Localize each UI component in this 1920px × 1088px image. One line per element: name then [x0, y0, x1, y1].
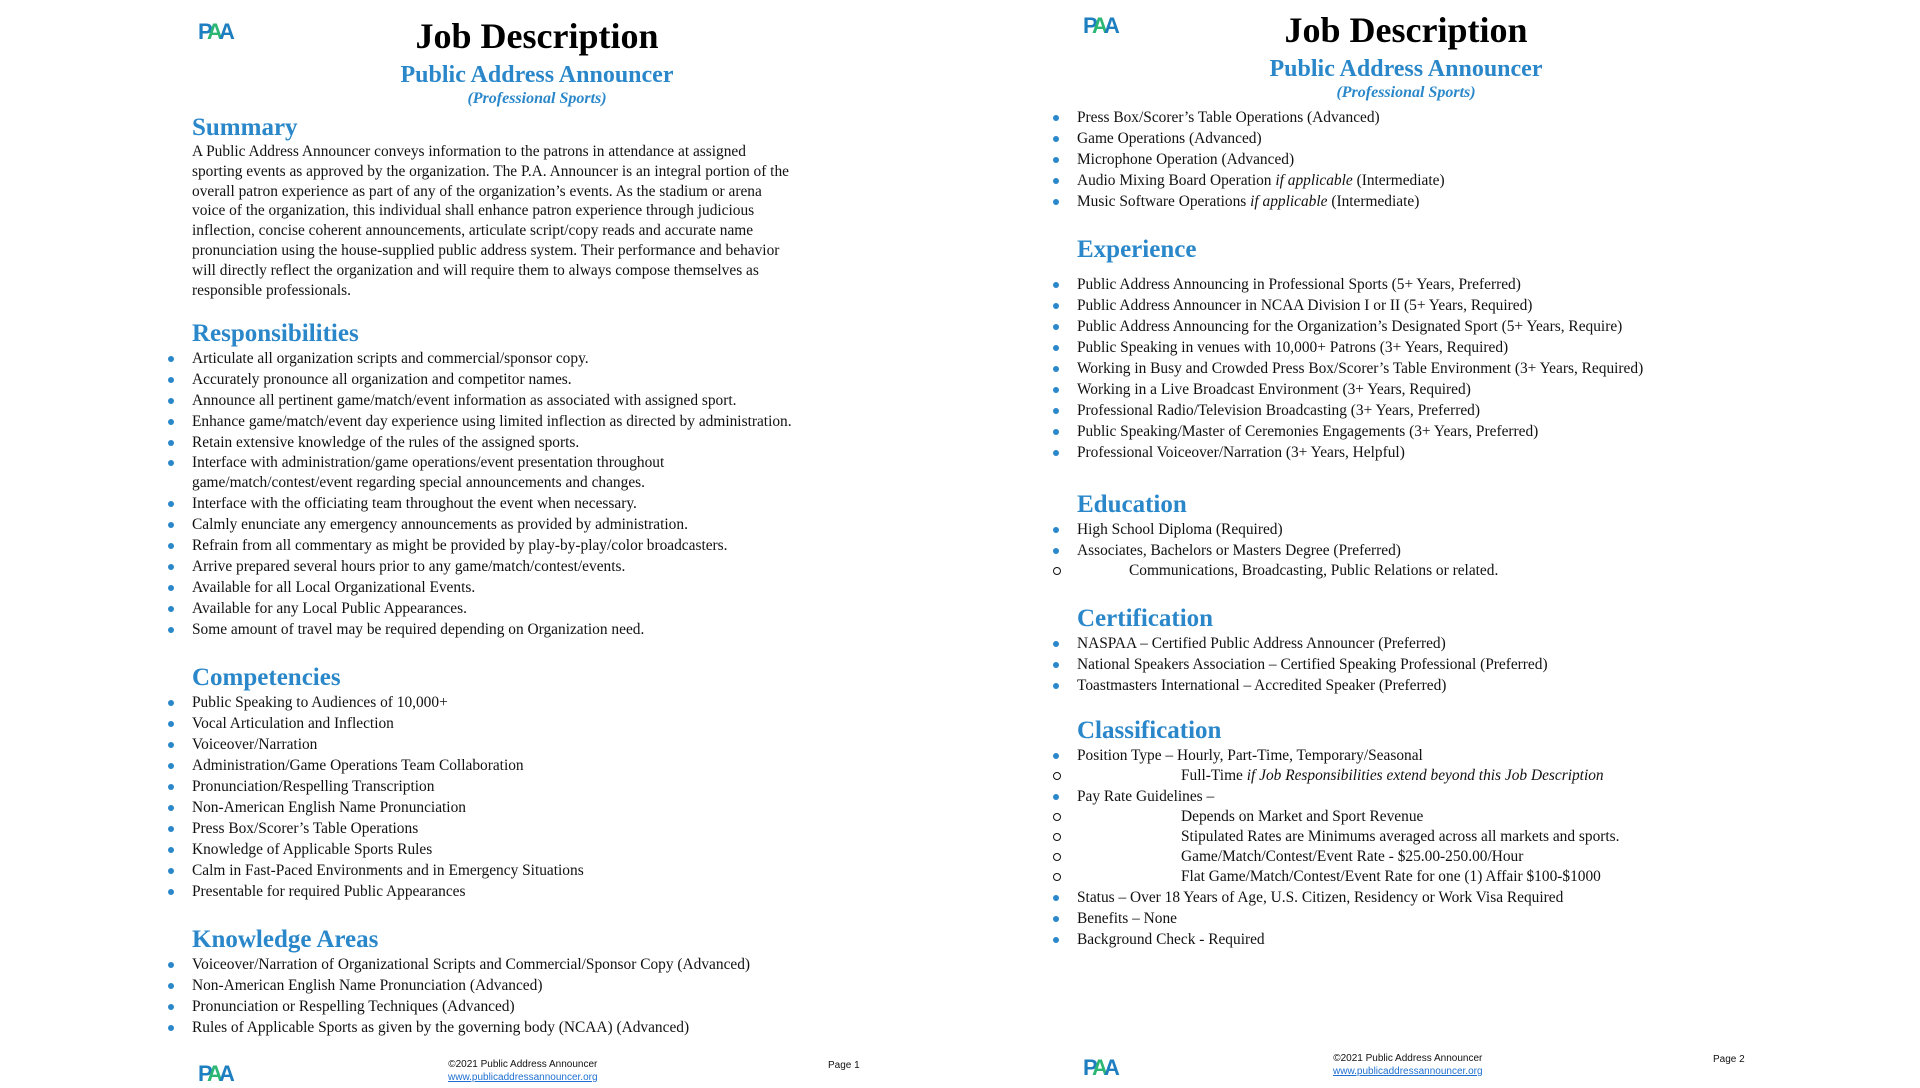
section-heading-knowledge: Knowledge Areas — [192, 926, 379, 953]
pa-logo: PAA — [1083, 13, 1116, 38]
list-item: Non-American English Name Pronunciation — [192, 797, 882, 818]
doc-title: Job Description — [415, 16, 659, 56]
list-item: Available for all Local Organizational Events. — [192, 577, 882, 598]
list-item: Position Type – Hourly, Part-Time, Temporary/Seasonal — [1077, 745, 1797, 766]
list-item: Non-American English Name Pronunciation (Advanced) — [192, 975, 882, 996]
summary-paragraph — [192, 142, 882, 300]
section-heading-certification: Certification — [1077, 605, 1214, 632]
section-heading-summary: Summary — [192, 114, 298, 141]
pay-rate-sub-list — [1077, 807, 1797, 887]
page-number: Page 1 — [828, 1060, 860, 1071]
summary-line: will directly reflect the organization and will require them to always compose themselves as — [192, 261, 759, 279]
copyright-text: ©2021 Public Address Announcer — [448, 1059, 598, 1070]
list-item — [192, 453, 882, 493]
list-item: Pronunciation or Respelling Techniques (Advanced) — [192, 996, 882, 1017]
certification-section — [1077, 605, 1797, 696]
list-item: Arrive prepared several hours prior to any game/match/contest/events. — [192, 556, 882, 577]
pa-logo-footer: PAA — [1083, 1055, 1116, 1080]
list-item: Working in a Live Broadcast Environment (3+ Years, Required) — [1077, 379, 1797, 400]
section-heading-classification: Classification — [1077, 717, 1222, 744]
list-item: Articulate all organization scripts and commercial/sponsor copy. — [192, 348, 882, 369]
classification-section — [1077, 717, 1797, 950]
education-section — [1077, 491, 1797, 581]
sub-list-item: Depends on Market and Sport Revenue — [1077, 807, 1797, 827]
position-type-sub-list — [1077, 766, 1797, 786]
list-item: National Speakers Association – Certified Speaking Professional (Preferred) — [1077, 654, 1797, 675]
sub-list-item: Communications, Broadcasting, Public Relations or related. — [1077, 561, 1797, 581]
classification-list — [1077, 745, 1797, 766]
list-item: Knowledge of Applicable Sports Rules — [192, 839, 882, 860]
list-item: Enhance game/match/event day experience using limited inflection as directed by administration. — [192, 411, 882, 432]
item-text: Music Software Operations — [1077, 193, 1251, 210]
list-item: Calmly enunciate any emergency announcements as provided by administration. — [192, 514, 882, 535]
list-item: Administration/Game Operations Team Collaboration — [192, 755, 882, 776]
list-item: Public Speaking in venues with 10,000+ Patrons (3+ Years, Required) — [1077, 337, 1797, 358]
list-item: Accurately pronounce all organization and competitor names. — [192, 369, 882, 390]
page-2 — [960, 0, 1920, 1080]
item-text: Audio Mixing Board Operation — [1077, 172, 1276, 189]
summary-line: overall patron experience as part of any of the organization’s events. As the stadium or arena — [192, 182, 762, 200]
responsibilities-list — [192, 348, 882, 640]
summary-line: responsible professionals. — [192, 281, 352, 299]
page-1-header — [192, 17, 882, 109]
pay-rate-list — [1077, 786, 1797, 807]
knowledge-section — [192, 926, 882, 1038]
list-item: Refrain from all commentary as might be provided by play-by-play/color broadcasters. — [192, 535, 882, 556]
list-item: Interface with the officiating team throughout the event when necessary. — [192, 493, 882, 514]
list-item: High School Diploma (Required) — [1077, 519, 1797, 540]
list-item: Microphone Operation (Advanced) — [1077, 149, 1797, 170]
summary-section — [192, 114, 882, 300]
summary-line: sporting events as approved by the organization. The P.A. Announcer is an integral portion of the — [192, 162, 789, 180]
sub-list-item — [1077, 766, 1797, 786]
list-item: Professional Voiceover/Narration (3+ Years, Helpful) — [1077, 442, 1797, 463]
page-1 — [0, 0, 960, 1086]
list-item: Calm in Fast-Paced Environments and in Emergency Situations — [192, 860, 882, 881]
list-item: Public Address Announcing for the Organization’s Designated Sport (5+ Years, Require) — [1077, 316, 1797, 337]
summary-line: voice of the organization, this individual shall enhance patron experience through judicious — [192, 202, 755, 220]
list-item: Vocal Articulation and Inflection — [192, 713, 882, 734]
page-2-header — [1077, 11, 1735, 103]
list-item: Announce all pertinent game/match/event information as associated with assigned sport. — [192, 390, 882, 411]
page-1-footer — [448, 1058, 598, 1084]
list-item: Background Check - Required — [1077, 929, 1797, 950]
experience-list — [1077, 274, 1797, 463]
list-item: Public Address Announcer in NCAA Division I or II (5+ Years, Required) — [1077, 295, 1797, 316]
competencies-list — [192, 692, 882, 902]
education-sub-list — [1077, 561, 1797, 581]
summary-line: pronunciation using the house-supplied public address system. Their performance and behavior — [192, 241, 780, 259]
list-item: Toastmasters International – Accredited Speaker (Preferred) — [1077, 675, 1797, 696]
list-item: Public Speaking/Master of Ceremonies Engagements (3+ Years, Preferred) — [1077, 421, 1797, 442]
list-item: Retain extensive knowledge of the rules of the assigned sports. — [192, 432, 882, 453]
knowledge-list-continued — [1077, 107, 1797, 212]
list-item: Some amount of travel may be required depending on Organization need. — [192, 619, 882, 640]
doc-tagline: (Professional Sports) — [467, 90, 607, 107]
website-link[interactable]: www.publicaddressannouncer.org — [448, 1072, 598, 1083]
sub-list-item: Flat Game/Match/Contest/Event Rate for one (1) Affair $100-$1000 — [1077, 867, 1797, 887]
list-item — [1077, 170, 1797, 191]
sub-list-item: Stipulated Rates are Minimums averaged across all markets and sports. — [1077, 827, 1797, 847]
list-item: Available for any Local Public Appearances. — [192, 598, 882, 619]
page-2-footer — [1333, 1052, 1483, 1078]
list-item: Presentable for required Public Appearances — [192, 881, 882, 902]
experience-section — [1077, 236, 1797, 463]
competencies-section — [192, 664, 882, 902]
item-text: (Intermediate) — [1352, 172, 1445, 189]
summary-line: A Public Address Announcer conveys information to the patrons in attendance at assigned — [192, 143, 746, 160]
section-heading-competencies: Competencies — [192, 664, 341, 691]
section-heading-education: Education — [1077, 491, 1187, 518]
doc-title: Job Description — [1284, 10, 1528, 50]
list-item-line: Interface with administration/game operations/event presentation throughout — [192, 454, 665, 471]
website-link[interactable]: www.publicaddressannouncer.org — [1333, 1066, 1483, 1077]
list-item: Associates, Bachelors or Masters Degree (Preferred) — [1077, 540, 1797, 561]
item-emphasis: if Job Responsibilities extend beyond this Job Description — [1246, 767, 1604, 784]
certification-list — [1077, 633, 1797, 696]
responsibilities-section — [192, 320, 882, 640]
classification-tail-list — [1077, 887, 1797, 950]
list-item: Pay Rate Guidelines – — [1077, 786, 1797, 807]
pa-logo: PAA — [198, 19, 231, 44]
list-item: Press Box/Scorer’s Table Operations (Advanced) — [1077, 107, 1797, 128]
list-item: Benefits – None — [1077, 908, 1797, 929]
section-heading-responsibilities: Responsibilities — [192, 320, 359, 347]
summary-line: inflection, concise coherent announcements, articulate script/copy reads and accurate name — [192, 222, 754, 240]
list-item: Professional Radio/Television Broadcasting (3+ Years, Preferred) — [1077, 400, 1797, 421]
list-item: Voiceover/Narration — [192, 734, 882, 755]
list-item: Pronunciation/Respelling Transcription — [192, 776, 882, 797]
list-item: Working in Busy and Crowded Press Box/Scorer’s Table Environment (3+ Years, Required) — [1077, 358, 1797, 379]
list-item: Public Address Announcing in Professional Sports (5+ Years, Preferred) — [1077, 274, 1797, 295]
page-number: Page 2 — [1713, 1054, 1745, 1065]
knowledge-list — [192, 954, 882, 1038]
item-emphasis: if applicable — [1275, 172, 1353, 189]
doc-tagline: (Professional Sports) — [1336, 84, 1476, 101]
item-text: Full-Time — [1181, 767, 1247, 784]
doc-subtitle: Public Address Announcer — [400, 62, 674, 88]
list-item: Rules of Applicable Sports as given by the governing body (NCAA) (Advanced) — [192, 1017, 882, 1038]
doc-subtitle: Public Address Announcer — [1269, 56, 1543, 82]
list-item: Press Box/Scorer’s Table Operations — [192, 818, 882, 839]
list-item-line: game/match/contest/event regarding special announcements and changes. — [192, 473, 645, 491]
list-item: Status – Over 18 Years of Age, U.S. Citizen, Residency or Work Visa Required — [1077, 887, 1797, 908]
list-item — [1077, 191, 1797, 212]
copyright-text: ©2021 Public Address Announcer — [1333, 1053, 1483, 1064]
list-item: Game Operations (Advanced) — [1077, 128, 1797, 149]
section-heading-experience: Experience — [1077, 236, 1197, 263]
sub-list-item: Game/Match/Contest/Event Rate - $25.00-250.00/Hour — [1077, 847, 1797, 867]
list-item: NASPAA – Certified Public Address Announcer (Preferred) — [1077, 633, 1797, 654]
item-text: (Intermediate) — [1327, 193, 1420, 210]
education-list — [1077, 519, 1797, 561]
list-item: Public Speaking to Audiences of 10,000+ — [192, 692, 882, 713]
list-item: Voiceover/Narration of Organizational Scripts and Commercial/Sponsor Copy (Advanced) — [192, 954, 882, 975]
item-emphasis: if applicable — [1250, 193, 1328, 210]
pa-logo-footer: PAA — [198, 1061, 231, 1086]
